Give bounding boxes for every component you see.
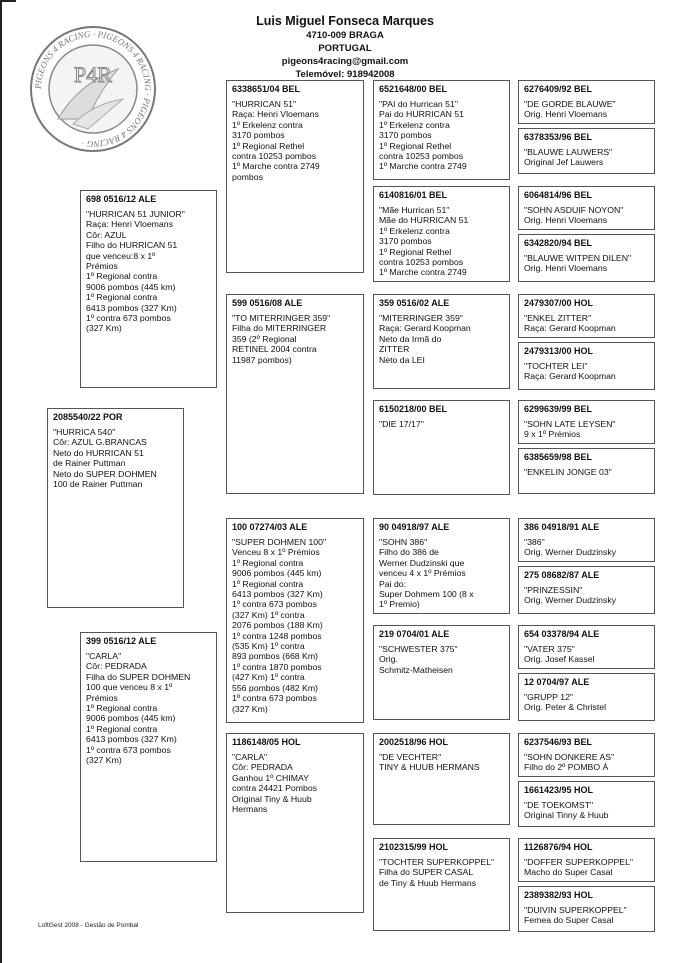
ring-number: 2479313/00 HOL	[524, 346, 594, 356]
owner-email: pigeons4racing@gmail.com	[281, 56, 409, 67]
ring-number: 386 04918/91 ALE	[524, 522, 600, 532]
pedigree-box-col4-3: 6064814/96 BEL "SOHN ASDUIF NOYON" Orig. Henri Vloemans	[518, 186, 655, 230]
pedigree-box-col4-9: 386 04918/91 ALE "386" Orig. Werner Dudzinsky	[518, 518, 655, 562]
pedigree-box-col4-8: 6385659/98 BEL "ENKELIN JONGE 03"	[518, 448, 655, 494]
pedigree-box-granddam-1: 599 0516/08 ALE "TO MITERRINGER 359" Filha do MITERRINGER 359 (2º Regional RETINEL 2004 contra 11987 pombos)	[226, 294, 364, 494]
software-footer: LoftGest 2008 - Gestão de Pombal	[38, 922, 139, 929]
ring-number: 100 07274/03 ALE	[232, 522, 308, 532]
ring-number: 6150218/00 BEL	[379, 404, 448, 414]
ring-number: 6276409/92 BEL	[524, 84, 593, 94]
page-edge-mark	[0, 0, 2, 963]
ring-number: 2085540/22 POR	[53, 412, 123, 422]
ring-number: 219 0704/01 ALE	[379, 629, 450, 639]
ring-number: 1661423/95 HOL	[524, 785, 594, 795]
pedigree-box-col3-6: 219 0704/01 ALE "SCHWESTER 375" Orig. Schmitz-Matheisen	[373, 625, 510, 720]
pedigree-box-col4-7: 6299639/99 BEL "SOHN LATE LEYSEN" 9 x 1º Prémios	[518, 400, 655, 444]
pedigree-box-col3-3: 359 0516/02 ALE "MITERRINGER 359" Raça: Gerard Koopman Neto da Irmã do ZITTER Neto da LEI	[373, 294, 510, 389]
ring-number: 2389382/93 HOL	[524, 890, 594, 900]
ring-number: 2102315/99 HOL	[379, 842, 449, 852]
ring-number: 654 03378/94 ALE	[524, 629, 600, 639]
page-corner-mark	[0, 0, 16, 2]
pigeons4racing-logo	[28, 24, 158, 154]
pedigree-box-subject: 2085540/22 POR "HURRICA 540" Côr: AZUL G.BRANCAS Neto do HURRICAN 51 de Rainer Puttman Neto do SUPER DOHMEN 100 de Rainer Puttman	[47, 408, 184, 608]
ring-number: 90 04918/97 ALE	[379, 522, 450, 532]
ring-number: 6342820/94 BEL	[524, 238, 593, 248]
pedigree-box-granddam-2: 1186148/05 HOL "CARLA" Côr: PEDRADA Ganhou 1º CHIMAY contra 24421 Pombos Original Tiny & Huub Hermans	[226, 733, 364, 913]
ring-number: 6378353/96 BEL	[524, 132, 593, 142]
ring-number: 6299639/99 BEL	[524, 404, 593, 414]
svg-text:PIGEONS 4 RACING · PIGEONS 4 R: PIGEONS 4 RACING · PIGEONS 4 RACING · PIGEONS 4 RACING ·	[32, 28, 154, 150]
ring-number: 6338651/04 BEL	[232, 84, 301, 94]
ring-number: 275 08682/87 ALE	[524, 570, 600, 580]
ring-number: 1126876/94 HOL	[524, 842, 593, 852]
ring-number: 399 0516/12 ALE	[86, 636, 157, 646]
pedigree-box-col4-11: 654 03378/94 ALE "VATER 375" Orig. Josef Kassel	[518, 625, 655, 669]
ring-number: 359 0516/02 ALE	[379, 298, 450, 308]
pedigree-box-subject-dam: 399 0516/12 ALE "CARLA" Côr: PEDRADA Filha do SUPER DOHMEN 100 que venceu 8 x 1º Prémios 1º Regional contra 9006 pombos (445 km) 1º Regional contra 6413 pombos (327 Km) 1º contra 673 pombos (327 Km)	[80, 632, 217, 862]
pedigree-box-col4-12: 12 0704/97 ALE "GRUPP 12" Orig. Peter & Christel	[518, 673, 655, 721]
ring-number: 6064814/96 BEL	[524, 190, 593, 200]
ring-number: 6237546/93 BEL	[524, 737, 593, 747]
pedigree-box-col4-13: 6237546/93 BEL "SOHN DONKERE AS" Filho do 2º POMBO Á	[518, 733, 655, 777]
pedigree-box-col3-4: 6150218/00 BEL "DIE 17/17"	[373, 400, 510, 495]
pedigree-box-col4-6: 2479313/00 HOL "TOCHTER LEI" Raça: Gerard Koopman	[518, 342, 655, 390]
pedigree-box-col3-8: 2102315/99 HOL "TOCHTER SUPERKOPPEL" Filha do SUPER CASAL de Tiny & Huub Hermans	[373, 838, 510, 931]
pedigree-box-grandsire-2: 100 07274/03 ALE "SUPER DOHMEN 100" Venceu 8 x 1º Prémios 1º Regional contra 9006 pombos (445 km) 1º Regional contra 6413 pombos (327 Km) 1º contra 673 pombos (327 Km) 1º contra 2076 pombos (188 Km) 1º contra 1248 pombos (535 Km) 1º contra 893 pombos (668 Km) 1º contra 1870 pombos (427 Km) 1º contra 556 pombos (482 Km) 1º contra 673 pombos (327 Km)	[226, 518, 364, 723]
ring-number: 6385659/98 BEL	[524, 452, 593, 462]
ring-number: 6140816/01 BEL	[379, 190, 448, 200]
owner-name: Luis Miguel Fonseca Marques	[256, 14, 434, 28]
pedigree-box-grandsire-1: 6338651/04 BEL "HURRICAN 51" Raça: Henri Vloemans 1º Erkelenz contra 3170 pombos 1º Regional Rethel contra 10253 pombos 1º Marche contra 2749 pombos	[226, 80, 364, 273]
pedigree-box-col4-2: 6378353/96 BEL "BLAUWE LAUWERS" Original Jef Lauwers	[518, 128, 655, 174]
owner-address: 4710-009 BRAGA	[306, 30, 384, 41]
pedigree-box-col4-4: 6342820/94 BEL "BLAUWE WITPEN DILEN" Orig. Henri Vloemans	[518, 234, 655, 282]
pedigree-box-col4-14: 1661423/95 HOL "DE TOEKOMST" Original Tinny & Huub	[518, 781, 655, 827]
pedigree-box-col4-1: 6276409/92 BEL "DE GORDE BLAUWE" Orig. Henri Vloemans	[518, 80, 655, 124]
pedigree-box-col3-2: 6140816/01 BEL "Mãe Hurrican 51" Mãe do HURRICAN 51 1º Erkelenz contra 3170 pombos 1º Regional Rethel contra 10253 pombos 1º Marche contra 2749	[373, 186, 510, 282]
ring-number: 599 0516/08 ALE	[232, 298, 303, 308]
owner-phone: Telemóvel: 918942008	[295, 69, 395, 80]
pedigree-box-col3-7: 2002518/96 HOL "DE VECHTER" TINY & HUUB HERMANS	[373, 733, 510, 825]
ring-number: 2479307/00 HOL	[524, 298, 594, 308]
pedigree-box-col4-10: 275 08682/87 ALE "PRINZESSIN" Orig. Werner Dudzinsky	[518, 566, 655, 614]
pedigree-box-col3-1: 6521648/00 BEL "PAI do Hurrican 51" Pai do HURRICAN 51 1º Erkelenz contra 3170 pombos 1º Regional Rethel contra 10253 pombos 1º Marche contra 2749	[373, 80, 510, 180]
svg-text:P4R: P4R	[74, 62, 112, 87]
ring-number: 1186148/05 HOL	[232, 737, 301, 747]
pedigree-box-col4-5: 2479307/00 HOL "ENKEL ZITTER" Raça: Gerard Koopman	[518, 294, 655, 338]
ring-number: 698 0516/12 ALE	[86, 194, 157, 204]
owner-header	[230, 14, 460, 81]
ring-number: 2002518/96 HOL	[379, 737, 449, 747]
owner-country: PORTUGAL	[318, 43, 372, 54]
ring-number: 6521648/00 BEL	[379, 84, 448, 94]
ring-number: 12 0704/97 ALE	[524, 677, 590, 687]
pedigree-box-col4-16: 2389382/93 HOL "DUIVIN SUPERKOPPEL" Femea do Super Casal	[518, 886, 655, 932]
pedigree-box-col4-15: 1126876/94 HOL "DOFFER SUPERKOPPEL" Macho do Super Casal	[518, 838, 655, 882]
pedigree-box-subject-sire: 698 0516/12 ALE "HURRICAN 51 JUNIOR" Raça: Henri Vloemans Côr: AZUL Filho do HURRICAN 51 que venceu:8 x 1º Prémios 1º Regional contra 9006 pombos (445 km) 1º Regional contra 6413 pombos (327 Km) 1º contra 673 pombos (327 Km)	[80, 190, 217, 388]
pedigree-box-col3-5: 90 04918/97 ALE "SOHN 386" Filho do 386 de Werner Dudzinski que venceu 4 x 1º Prémios Pai do: Super Dohmem 100 (8 x 1º Premio)	[373, 518, 510, 614]
